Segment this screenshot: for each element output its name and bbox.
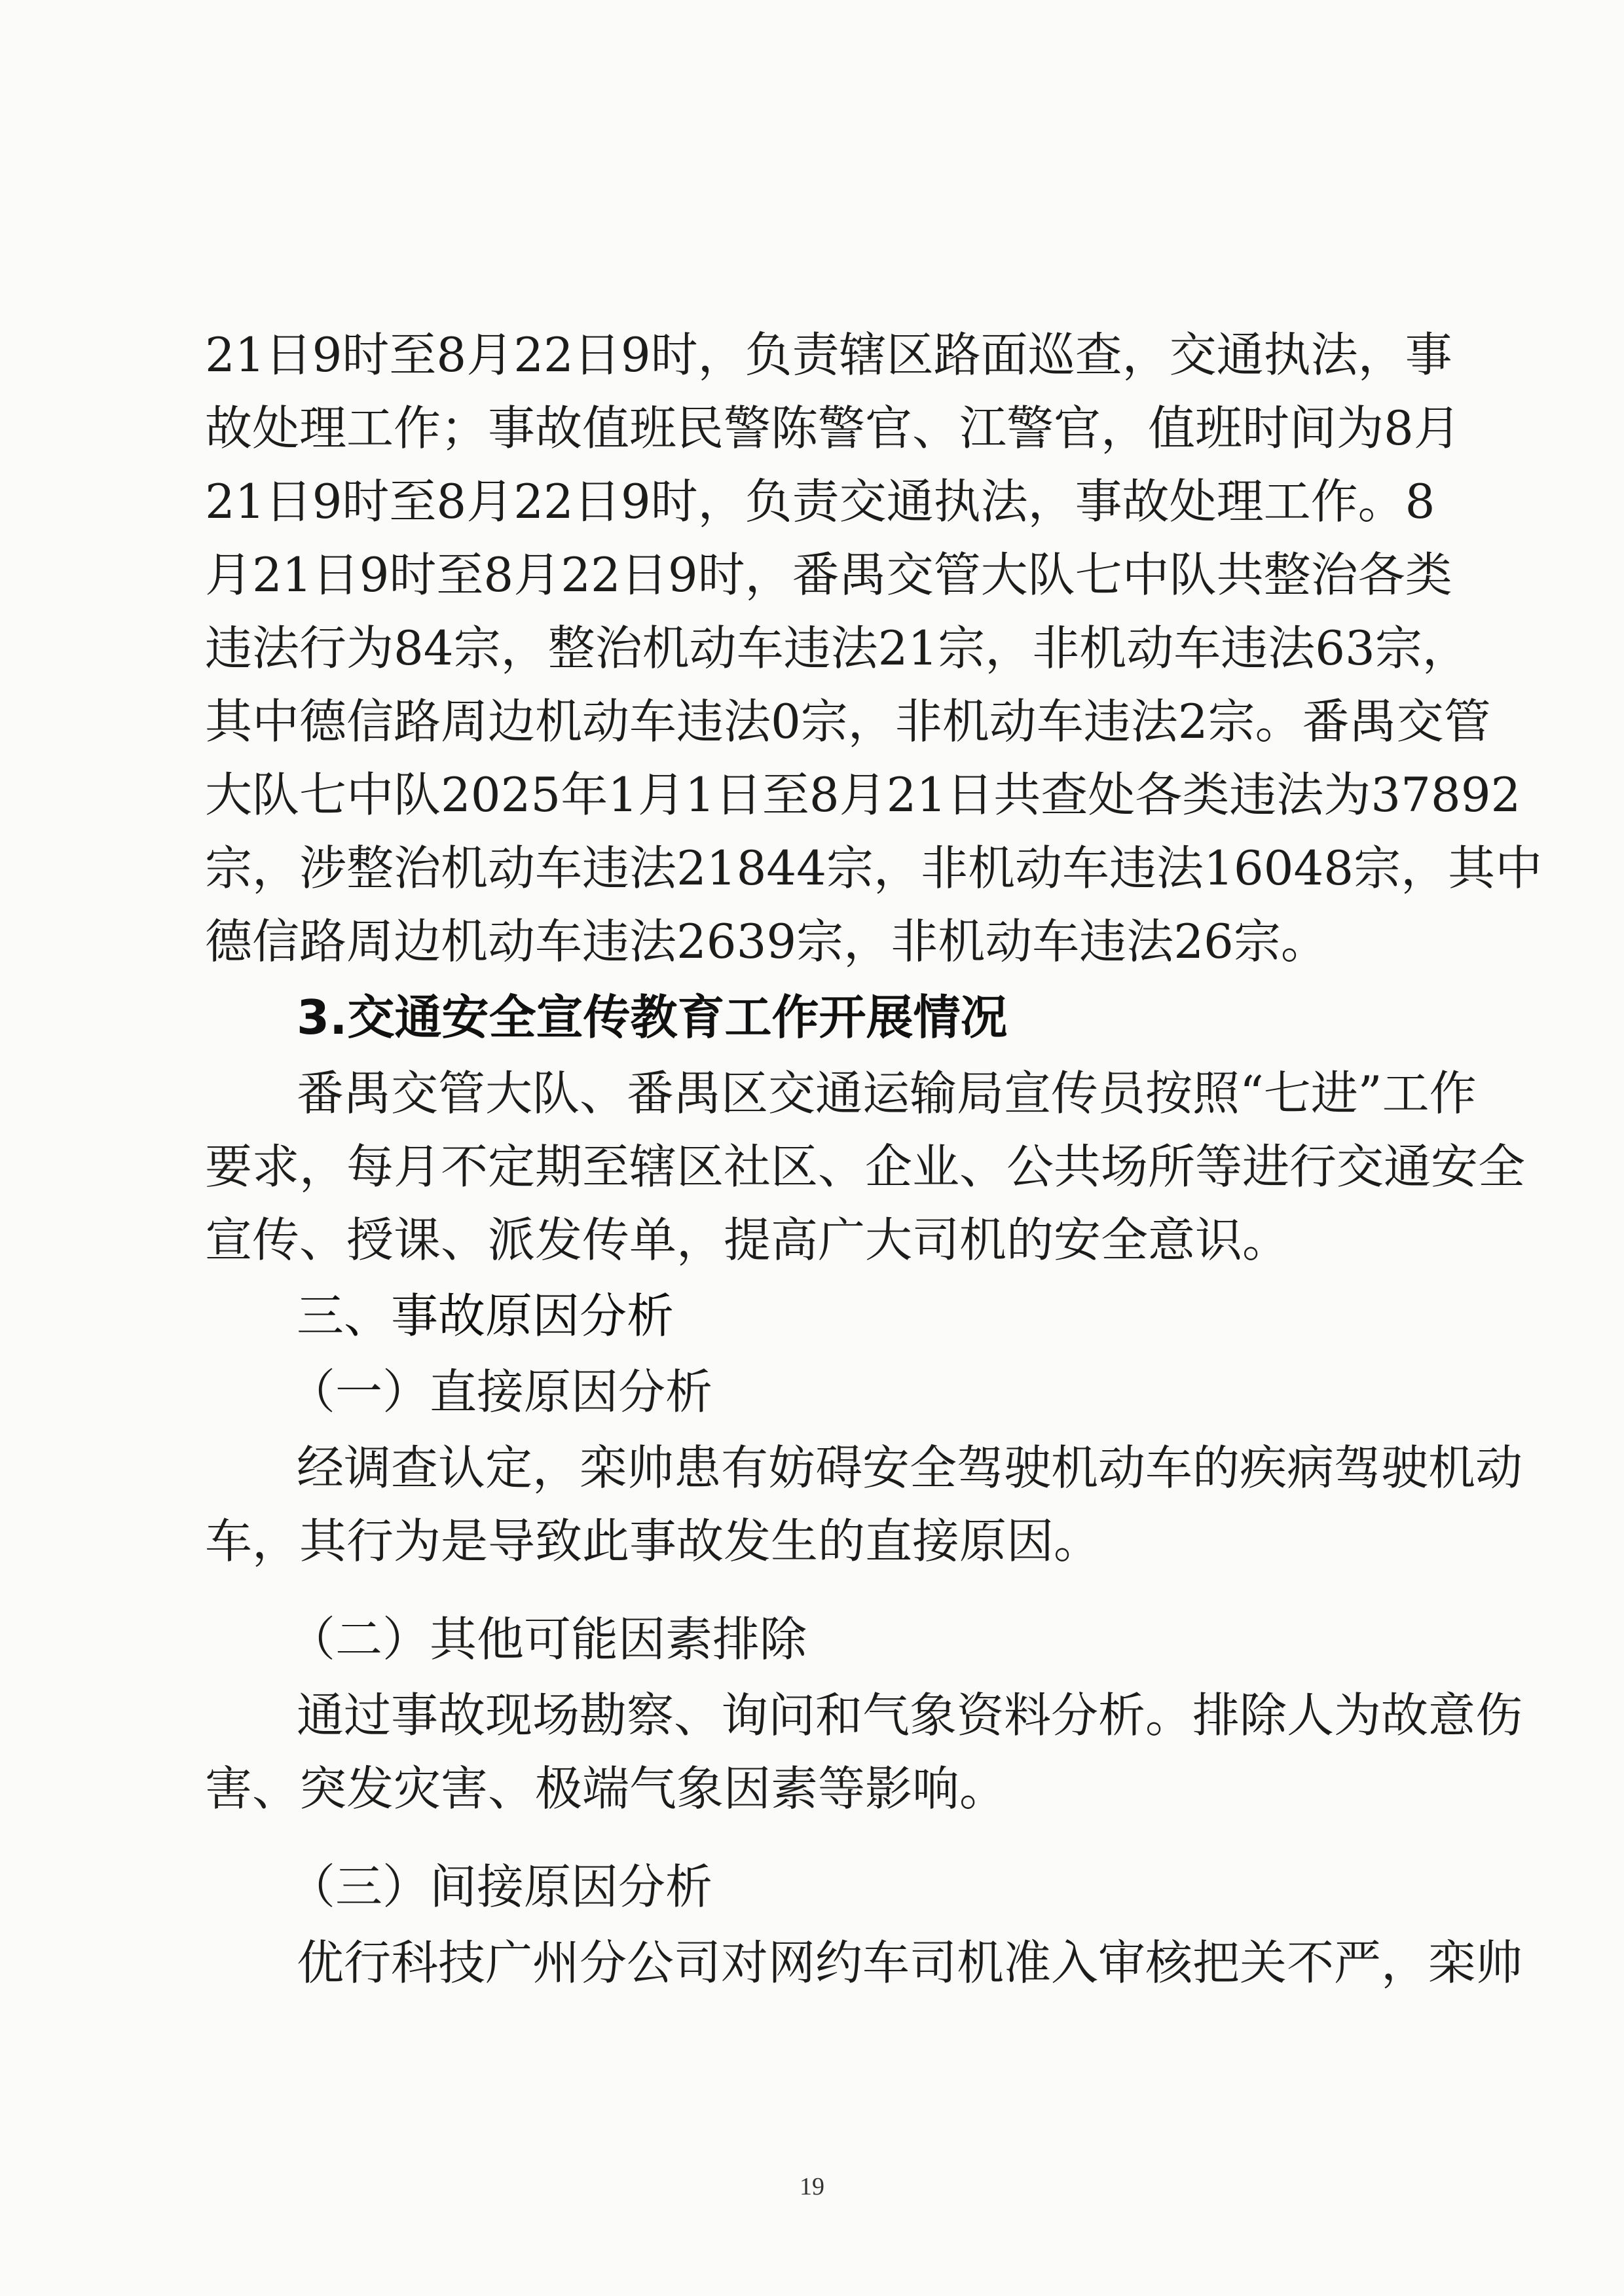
body-line: 月21日9时至8月22日9时，番禺交管大队七中队共整治各类 xyxy=(205,547,1452,602)
body-line: 故处理工作；事故值班民警陈警官、江警官，值班时间为8月 xyxy=(205,401,1461,456)
body-line: 害、突发灾害、极端气象因素等影响。 xyxy=(205,1761,1007,1816)
body-line: 违法行为84宗，整治机动车违法21宗，非机动车违法63宗， xyxy=(205,621,1469,676)
body-line: 经调查认定，栾帅患有妨碍安全驾驶机动车的疾病驾驶机动 xyxy=(297,1440,1523,1495)
subsection-title-3: （三）间接原因分析 xyxy=(288,1859,713,1914)
subsection-title-2: （二）其他可能因素排除 xyxy=(288,1612,807,1667)
body-line: 要求，每月不定期至辖区社区、企业、公共场所等进行交通安全 xyxy=(205,1139,1526,1194)
page-number: 19 xyxy=(800,2173,824,2200)
section-title: 三、事故原因分析 xyxy=(297,1288,674,1343)
body-line: 番禺交管大队、番禺区交通运输局宣传员按照“七进”工作 xyxy=(297,1066,1477,1121)
body-line: 宗，涉整治机动车违法21844宗，非机动车违法16048宗，其中 xyxy=(205,841,1543,896)
body-line: 21日9时至8月22日9时，负责辖区路面巡查，交通执法，事 xyxy=(205,327,1452,382)
body-line: 通过事故现场勘察、询问和气象资料分析。排除人为故意伤 xyxy=(297,1688,1523,1743)
subheading-3: 3.交通安全宣传教育工作开展情况 xyxy=(297,990,1008,1045)
body-line: 德信路周边机动车违法2639宗，非机动车违法26宗。 xyxy=(205,914,1328,969)
subsection-title-1: （一）直接原因分析 xyxy=(288,1364,713,1419)
body-line: 大队七中队2025年1月1日至8月21日共查处各类违法为37892 xyxy=(205,767,1521,822)
body-line: 车，其行为是导致此事故发生的直接原因。 xyxy=(205,1514,1101,1569)
body-line: 优行科技广州分公司对网约车司机准入审核把关不严，栾帅 xyxy=(297,1935,1523,1990)
body-line: 宣传、授课、派发传单，提高广大司机的安全意识。 xyxy=(205,1212,1290,1267)
body-line: 其中德信路周边机动车违法0宗，非机动车违法2宗。番禺交管 xyxy=(205,694,1491,749)
body-line: 21日9时至8月22日9时，负责交通执法，事故处理工作。8 xyxy=(205,474,1435,529)
